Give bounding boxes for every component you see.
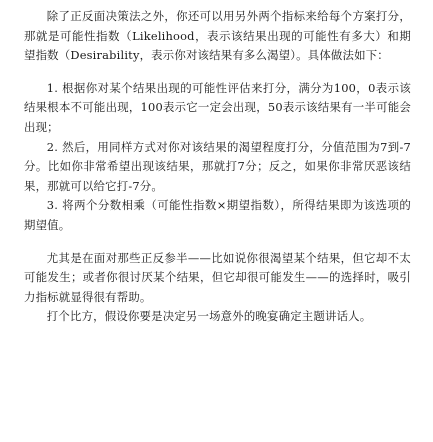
- body-paragraph: 打个比方，假设你要是决定另一场意外的晚宴确定主题讲话人。: [46, 309, 372, 324]
- step-item: 2. 然后，用同样方式对你对该结果的渴望程度打分，分值范围为7到-7分。比如你非常希望出现该结果，那就打7分；反之，如果你非常厌恶该结果，那就可以给它打-7分。: [24, 139, 411, 193]
- step-item: 3. 将两个分数相乘（可能性指数×期望指数），所得结果即为该选项的期望值。: [24, 198, 411, 232]
- body-paragraph: 尤其是在面对那些正反参半——比如说你很渴望某个结果，但它却不太可能发生；或者你很讨厌某个结果，但它却很可能发生——的选择时，吸引力指标就显得很有帮助。: [24, 250, 411, 304]
- steps-list: [24, 79, 411, 236]
- step-item: 1. 根据你对某个结果出现的可能性评估来打分，满分为100，0表示该结果根本不可能出现，100表示它一定会出现，50表示该结果有一半可能会出现；: [24, 80, 411, 134]
- intro-paragraph: 除了正反面决策法之外，你还可以用另外两个指标来给每个方案打分，那就是可能性指数（Likelihood，表示该结果出现的可能性有多大）和期望指数（Desirability，表示你对该结果有多么渴望）。具体做法如下：: [24, 9, 411, 63]
